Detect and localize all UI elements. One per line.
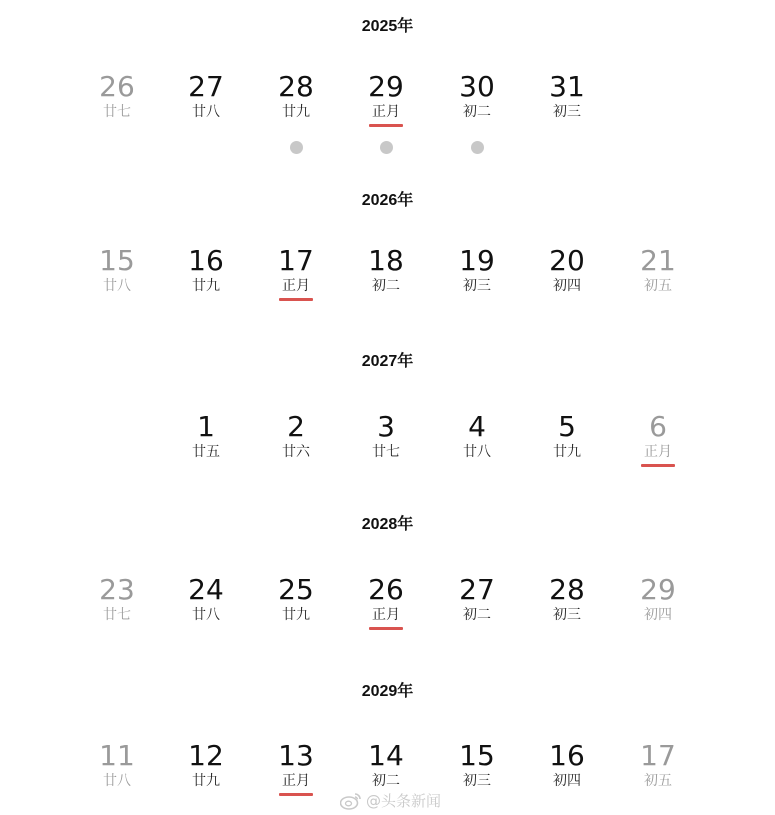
day-number: 11 xyxy=(99,739,135,772)
lunar-label: 初二 xyxy=(463,607,491,623)
year-title-2029: 2029年 xyxy=(361,683,414,700)
day-cell-new-year[interactable] xyxy=(613,412,703,467)
lunar-label: 廿八 xyxy=(192,607,220,623)
day-number: 28 xyxy=(278,70,314,103)
lunar-label: 初二 xyxy=(463,104,491,120)
lunar-label: 廿八 xyxy=(463,444,491,460)
day-number: 18 xyxy=(368,244,404,277)
day-number: 29 xyxy=(640,573,676,606)
day-number: 17 xyxy=(640,739,676,772)
day-cell[interactable] xyxy=(613,575,703,624)
day-number: 23 xyxy=(99,573,135,606)
lunar-label: 正月 xyxy=(372,607,400,623)
lunar-label: 初三 xyxy=(463,773,491,789)
day-number: 4 xyxy=(468,410,486,443)
day-cell[interactable] xyxy=(72,72,162,121)
day-number: 1 xyxy=(197,410,215,443)
day-number: 12 xyxy=(188,739,224,772)
day-cell-new-year[interactable] xyxy=(251,741,341,796)
lunar-label: 初二 xyxy=(372,773,400,789)
day-number: 15 xyxy=(99,244,135,277)
day-cell-new-year[interactable] xyxy=(251,246,341,301)
lunar-label: 廿七 xyxy=(372,444,400,460)
day-cell[interactable] xyxy=(72,246,162,295)
day-cell[interactable] xyxy=(72,575,162,624)
lunar-label: 廿八 xyxy=(103,278,131,294)
day-cell[interactable] xyxy=(341,741,431,790)
lunar-label: 廿八 xyxy=(192,104,220,120)
day-number: 16 xyxy=(549,739,585,772)
lunar-label: 初五 xyxy=(644,773,672,789)
year-title-2025: 2025年 xyxy=(361,18,414,35)
day-number: 26 xyxy=(99,70,135,103)
day-cell[interactable] xyxy=(251,575,341,624)
day-cell[interactable] xyxy=(161,72,251,121)
lunar-label: 正月 xyxy=(282,278,310,294)
year-title-2026: 2026年 xyxy=(361,192,414,209)
year-title-2028: 2028年 xyxy=(361,516,414,533)
lunar-label: 初四 xyxy=(553,773,581,789)
day-number: 3 xyxy=(377,410,395,443)
lunar-label: 廿九 xyxy=(282,607,310,623)
day-number: 13 xyxy=(278,739,314,772)
day-cell[interactable] xyxy=(432,575,522,624)
day-number: 29 xyxy=(368,70,404,103)
lunar-label: 廿九 xyxy=(192,278,220,294)
day-number: 31 xyxy=(549,70,585,103)
new-year-underline xyxy=(641,464,675,467)
day-cell[interactable] xyxy=(522,246,612,295)
day-number: 17 xyxy=(278,244,314,277)
year-title-2027: 2027年 xyxy=(361,353,414,370)
lunar-label: 廿九 xyxy=(553,444,581,460)
lunar-label: 廿八 xyxy=(103,773,131,789)
day-cell[interactable] xyxy=(341,412,431,461)
day-cell[interactable] xyxy=(251,72,341,121)
lunar-label: 初五 xyxy=(644,278,672,294)
day-cell[interactable] xyxy=(522,575,612,624)
day-number: 16 xyxy=(188,244,224,277)
new-year-underline xyxy=(279,793,313,796)
lunar-label: 初四 xyxy=(644,607,672,623)
day-cell[interactable] xyxy=(613,741,703,790)
page-indicator-dot[interactable] xyxy=(471,141,484,154)
day-cell[interactable] xyxy=(341,246,431,295)
day-cell-new-year[interactable] xyxy=(341,72,431,127)
day-cell[interactable] xyxy=(522,741,612,790)
day-number: 24 xyxy=(188,573,224,606)
lunar-label: 廿九 xyxy=(192,773,220,789)
lunar-label: 初三 xyxy=(553,607,581,623)
day-number: 25 xyxy=(278,573,314,606)
lunar-label: 初三 xyxy=(463,278,491,294)
day-cell[interactable] xyxy=(522,72,612,121)
day-number: 21 xyxy=(640,244,676,277)
day-cell[interactable] xyxy=(161,741,251,790)
day-cell[interactable] xyxy=(613,246,703,295)
day-cell[interactable] xyxy=(72,741,162,790)
day-number: 27 xyxy=(459,573,495,606)
day-cell[interactable] xyxy=(522,412,612,461)
day-cell[interactable] xyxy=(432,246,522,295)
lunar-label: 廿七 xyxy=(103,104,131,120)
day-number: 19 xyxy=(459,244,495,277)
day-number: 30 xyxy=(459,70,495,103)
lunar-label: 廿五 xyxy=(192,444,220,460)
lunar-label: 初二 xyxy=(372,278,400,294)
day-cell[interactable] xyxy=(432,412,522,461)
new-year-underline xyxy=(279,298,313,301)
day-number: 14 xyxy=(368,739,404,772)
lunar-label: 廿九 xyxy=(282,104,310,120)
weibo-icon xyxy=(340,792,362,810)
lunar-label: 正月 xyxy=(644,444,672,460)
day-cell[interactable] xyxy=(161,246,251,295)
lunar-label: 初四 xyxy=(553,278,581,294)
day-number: 2 xyxy=(287,410,305,443)
watermark-text: @头条新闻 xyxy=(366,792,442,810)
day-number: 6 xyxy=(649,410,667,443)
page-indicator-dot[interactable] xyxy=(380,141,393,154)
lunar-label: 正月 xyxy=(282,773,310,789)
day-cell[interactable] xyxy=(432,741,522,790)
day-cell[interactable] xyxy=(161,412,251,461)
day-cell[interactable] xyxy=(432,72,522,121)
new-year-underline xyxy=(369,627,403,630)
day-cell-new-year[interactable] xyxy=(341,575,431,630)
lunar-label: 廿七 xyxy=(103,607,131,623)
day-number: 15 xyxy=(459,739,495,772)
lunar-label: 廿六 xyxy=(282,444,310,460)
day-number: 28 xyxy=(549,573,585,606)
day-number: 5 xyxy=(558,410,576,443)
watermark xyxy=(340,790,441,811)
page-indicator-dot[interactable] xyxy=(290,141,303,154)
day-number: 27 xyxy=(188,70,224,103)
lunar-label: 正月 xyxy=(372,104,400,120)
lunar-label: 初三 xyxy=(553,104,581,120)
day-number: 26 xyxy=(368,573,404,606)
day-cell[interactable] xyxy=(161,575,251,624)
new-year-underline xyxy=(369,124,403,127)
day-cell[interactable] xyxy=(251,412,341,461)
day-number: 20 xyxy=(549,244,585,277)
